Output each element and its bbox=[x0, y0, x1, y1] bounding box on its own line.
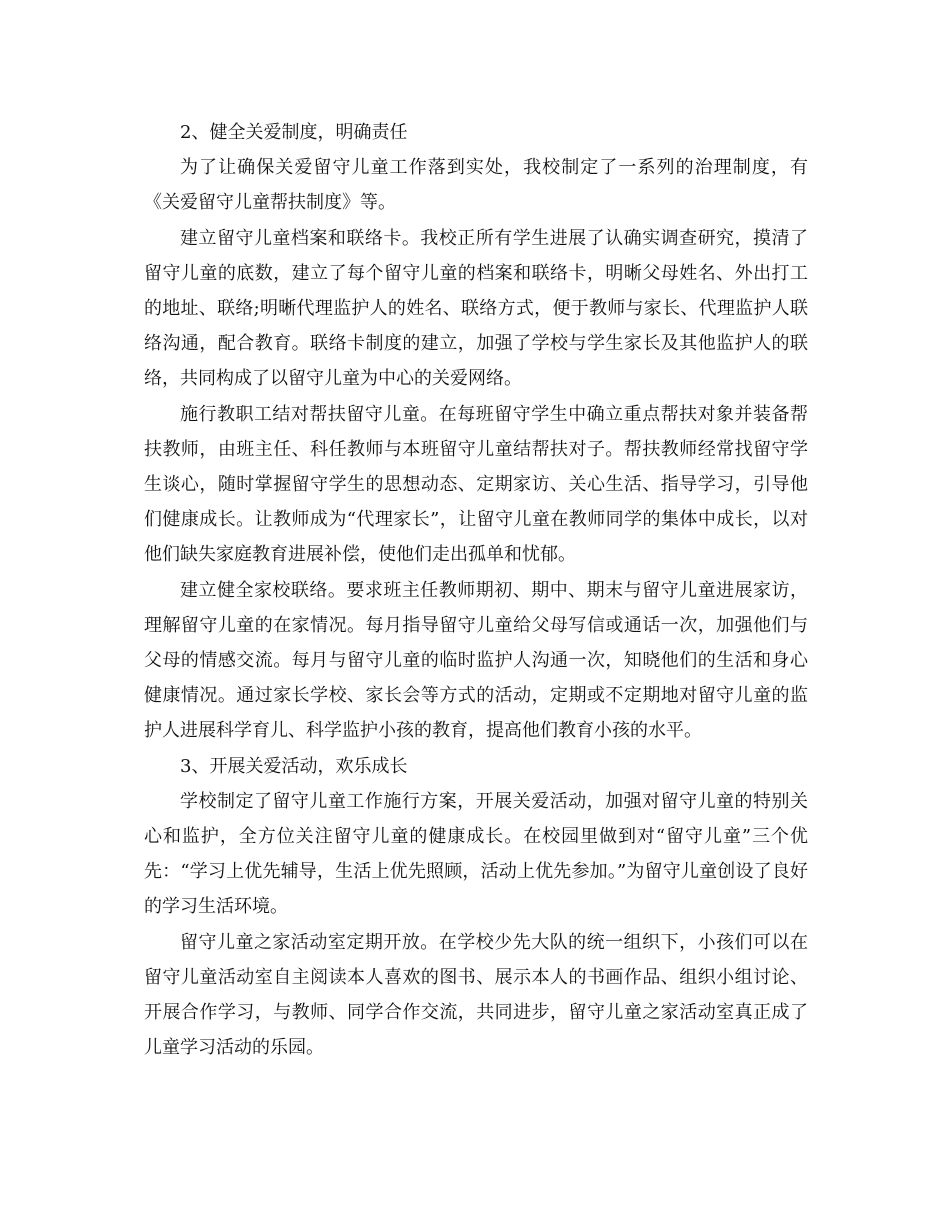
document-body bbox=[144, 115, 808, 1065]
paragraph-home-school-contact: 建立健全家校联络。要求班主任教师期初、期中、期末与留守儿童进展家访，理解留守儿童的在家情况。每月指导留守儿童给父母写信或通话一次，加强他们与父母的情感交流。每月与留守儿童的临时监护人沟通一次，知晓他们的生活和身心健康情况。通过家长学校、家长会等方式的活动，定期或不定期地对留守儿童的监护人进展科学育儿、科学监护小孩的教育，提高他们教育小孩的水平。 bbox=[144, 579, 808, 742]
section-heading-2: 2、健全关爱制度，明确责任 bbox=[180, 122, 408, 143]
paragraph-staff-pairing: 施行教职工结对帮扶留守儿童。在每班留守学生中确立重点帮扶对象并装备帮扶教师，由班主任、科任教师与本班留守儿童结帮扶对子。帮扶教师经常找留守学生谈心，随时掌握留守学生的思想动态、定期家访、关心生活、指导学习，引导他们健康成长。让教师成为“代理家长”，让留守儿童在教师同学的集体中成长，以对他们缺失家庭教育进展补偿，使他们走出孤单和忧郁。 bbox=[144, 403, 808, 566]
paragraph-care-activities: 学校制定了留守儿童工作施行方案，开展关爱活动，加强对留守儿童的特别关心和监护，全方位关注留守儿童的健康成长。在校园里做到对“留守儿童”三个优先：“学习上优先辅导，生活上优先照顾，活动上优先参加。”为留守儿童创设了良好的学习生活环境。 bbox=[144, 790, 808, 918]
section-heading-3: 3、开展关爱活动，欢乐成长 bbox=[180, 755, 408, 777]
paragraph-care-system: 为了让确保关爱留守儿童工作落到实处，我校制定了一系列的治理制度，有《关爱留守儿童帮扶制度》等。 bbox=[144, 157, 808, 214]
paragraph-activity-room: 留守儿童之家活动室定期开放。在学校少先大队的统一组织下，小孩们可以在留守儿童活动室自主阅读本人喜欢的图书、展示本人的书画作品、组织小组讨论、开展合作学习，与教师、同学合作交流，共同进步，留守儿童之家活动室真正成了儿童学习活动的乐园。 bbox=[144, 931, 808, 1059]
paragraph-archives-contact-card: 建立留守儿童档案和联络卡。我校正所有学生进展了认确实调查研究，摸清了留守儿童的底数，建立了每个留守儿童的档案和联络卡，明晰父母姓名、外出打工的地址、联络;明晰代理监护人的姓名、联络方式，便于教师与家长、代理监护人联络沟通，配合教育。联络卡制度的建立，加强了学校与学生家长及其他监护人的联络，共同构成了以留守儿童为中心的关爱网络。 bbox=[144, 227, 808, 390]
